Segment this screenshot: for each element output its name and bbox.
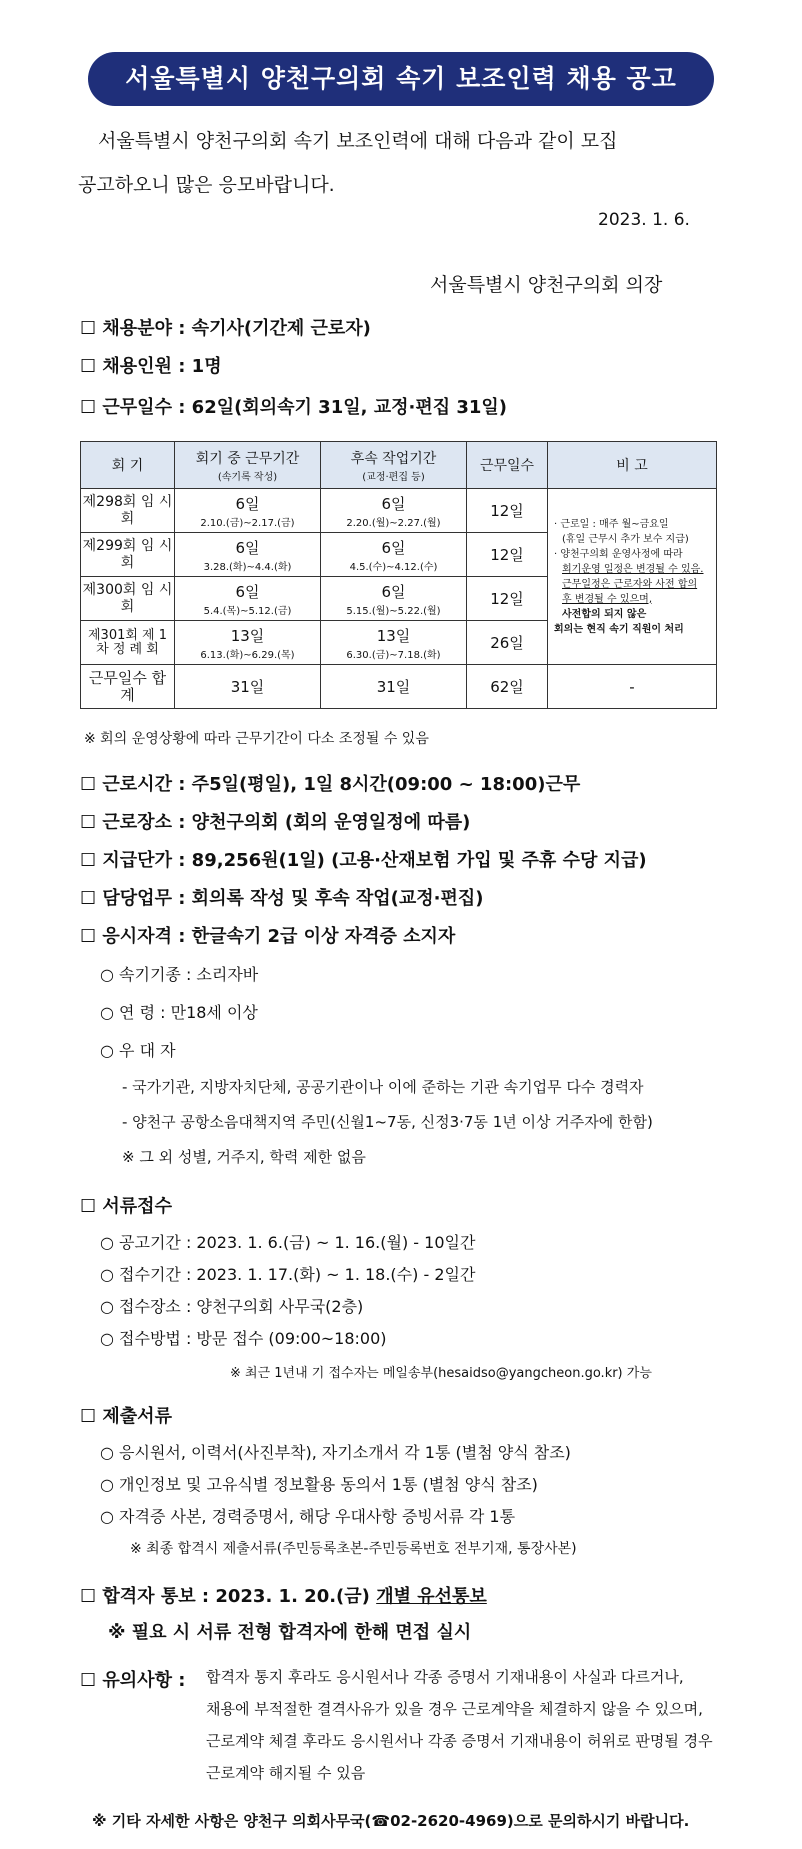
after-cell: 13일 6.30.(금)~7.18.(화) (321, 621, 467, 665)
preferred-item-1: - 국가기관, 지방자치단체, 공공기관이나 이에 준하는 기관 속기업무 다수 경력자 (122, 1078, 644, 1096)
receipt-period: ○ 접수기간 : 2023. 1. 17.(화) ~ 1. 18.(수) - 2일간 (100, 1265, 476, 1284)
recruit-field: ☐ 채용분야 : 속기사(기간제 근로자) (80, 318, 371, 339)
receipt-place: ○ 접수장소 : 양천구의회 사무국(2층) (100, 1297, 364, 1316)
submit-doc-1: ○ 응시원서, 이력서(사진부착), 자기소개서 각 1통 (별첨 양식 참조) (100, 1443, 571, 1462)
footer-contact: ※ 기타 자세한 사항은 양천구 의회사무국(☎02-2620-4969)으로 문의하시기 바랍니다. (92, 1812, 690, 1830)
total-during: 31일 (175, 665, 321, 709)
caution-line-2: 채용에 부적절한 결격사유가 있을 경우 근로계약을 체결하지 않을 수 있으며, (206, 1700, 703, 1718)
qual-age: ○ 연 령 : 만18세 이상 (100, 1003, 258, 1022)
caution-line-4: 근로계약 해지될 수 있음 (206, 1764, 366, 1782)
table-total-row (81, 665, 717, 709)
caution-line-1: 합격자 통지 후라도 응시원서나 각종 증명서 기재내용이 사실과 다르거나, (206, 1668, 684, 1686)
header-after: 후속 작업기간 (교정·편집 등) (321, 442, 467, 489)
interview-note: ※ 필요 시 서류 전형 합격자에 한해 면접 실시 (108, 1622, 472, 1643)
notice-date: 2023. 1. 6. (598, 210, 690, 230)
during-cell: 6일 3.28.(화)~4.4.(화) (175, 533, 321, 577)
days-cell: 26일 (467, 621, 548, 665)
schedule-table (80, 441, 717, 709)
qual-note: ※ 그 외 성별, 거주지, 학력 제한 없음 (122, 1148, 366, 1166)
during-cell: 6일 5.4.(목)~5.12.(금) (175, 577, 321, 621)
total-after: 31일 (321, 665, 467, 709)
preferred-item-2: - 양천구 공항소음대책지역 주민(신월1~7동, 신정3·7동 1년 이상 거주자에 한함) (122, 1113, 653, 1131)
days-cell: 12일 (467, 489, 548, 533)
final-docs-note: ※ 최종 합격시 제출서류(주민등록초본-주민등록번호 전부기재, 통장사본) (130, 1541, 577, 1557)
after-cell: 6일 4.5.(수)~4.12.(수) (321, 533, 467, 577)
receipt-method: ○ 접수방법 : 방문 접수 (09:00~18:00) (100, 1329, 387, 1348)
qualification: ☐ 응시자격 : 한글속기 2급 이상 자격증 소지자 (80, 926, 456, 947)
remark-cell: · 근로일 : 매주 월~금요일 (휴일 근무시 추가 보수 지급) · 양천구의회 운영사정에 따라 회기운영 일정은 변경될 수 있음. 근무일정은 근로자와 사전 합의 후 변경될 수 있으며, 사전합의 되지 않은 회의는 현직 속기 직원이 처리 (548, 489, 717, 665)
submit-docs-heading: ☐ 제출서류 (80, 1406, 172, 1427)
submit-doc-2: ○ 개인정보 및 고유식별 정보활용 동의서 1통 (별첨 양식 참조) (100, 1475, 538, 1494)
docs-receipt-heading: ☐ 서류접수 (80, 1196, 172, 1217)
signatory: 서울특별시 양천구의회 의장 (430, 274, 663, 296)
header-during: 회기 중 근무기간 (속기록 작성) (175, 442, 321, 489)
session-cell: 제300회 임 시 회 (81, 577, 175, 621)
session-cell: 제301회 제 1 차 정 례 회 (81, 621, 175, 665)
days-cell: 12일 (467, 577, 548, 621)
during-cell: 6일 2.10.(금)~2.17.(금) (175, 489, 321, 533)
work-place: ☐ 근로장소 : 양천구의회 (회의 운영일정에 따름) (80, 812, 471, 833)
qual-preferred: ○ 우 대 자 (100, 1041, 176, 1060)
work-days: ☐ 근무일수 : 62일(회의속기 31일, 교정·편집 31일) (80, 397, 508, 418)
caution-heading: ☐ 유의사항 : (80, 1670, 186, 1691)
result-notice: ☐ 합격자 통보 : 2023. 1. 20.(금) 개별 유선통보 (80, 1586, 487, 1607)
intro-text-line2: 공고하오니 많은 응모바랍니다. (78, 174, 335, 196)
total-remark: - (548, 665, 717, 709)
email-note: ※ 최근 1년내 기 접수자는 메일송부(hesaidso@yangcheon.go.kr) 가능 (230, 1366, 652, 1381)
pay-rate: ☐ 지급단가 : 89,256원(1일) (고용·산재보험 가입 및 주휴 수당 지급) (80, 850, 647, 871)
table-note: ※ 회의 운영상황에 따라 근무기간이 다소 조정될 수 있음 (84, 731, 429, 747)
submit-doc-3: ○ 자격증 사본, 경력증명서, 해당 우대사항 증빙서류 각 1통 (100, 1507, 516, 1526)
session-cell: 제299회 임 시 회 (81, 533, 175, 577)
caution-line-3: 근로계약 체결 후라도 응시원서나 각종 증명서 기재내용이 허위로 판명될 경우 (206, 1732, 713, 1750)
days-cell: 12일 (467, 533, 548, 577)
qual-device: ○ 속기기종 : 소리자바 (100, 965, 259, 984)
header-days: 근무일수 (467, 442, 548, 489)
work-hours: ☐ 근로시간 : 주5일(평일), 1일 8시간(09:00 ~ 18:00)근무 (80, 774, 581, 795)
recruit-count: ☐ 채용인원 : 1명 (80, 356, 222, 377)
total-label: 근무일수 합 계 (81, 665, 175, 709)
header-session: 회 기 (81, 442, 175, 489)
after-cell: 6일 2.20.(월)~2.27.(월) (321, 489, 467, 533)
duties: ☐ 담당업무 : 회의록 작성 및 후속 작업(교정·편집) (80, 888, 484, 909)
header-remark: 비 고 (548, 442, 717, 489)
after-cell: 6일 5.15.(월)~5.22.(월) (321, 577, 467, 621)
during-cell: 13일 6.13.(화)~6.29.(목) (175, 621, 321, 665)
session-cell: 제298회 임 시 회 (81, 489, 175, 533)
notice-period: ○ 공고기간 : 2023. 1. 6.(금) ~ 1. 16.(월) - 10일간 (100, 1233, 476, 1252)
intro-text-line1: 서울특별시 양천구의회 속기 보조인력에 대해 다음과 같이 모집 (98, 130, 618, 152)
total-days: 62일 (467, 665, 548, 709)
table-row (81, 489, 717, 533)
page-title: 서울특별시 양천구의회 속기 보조인력 채용 공고 (88, 52, 714, 106)
